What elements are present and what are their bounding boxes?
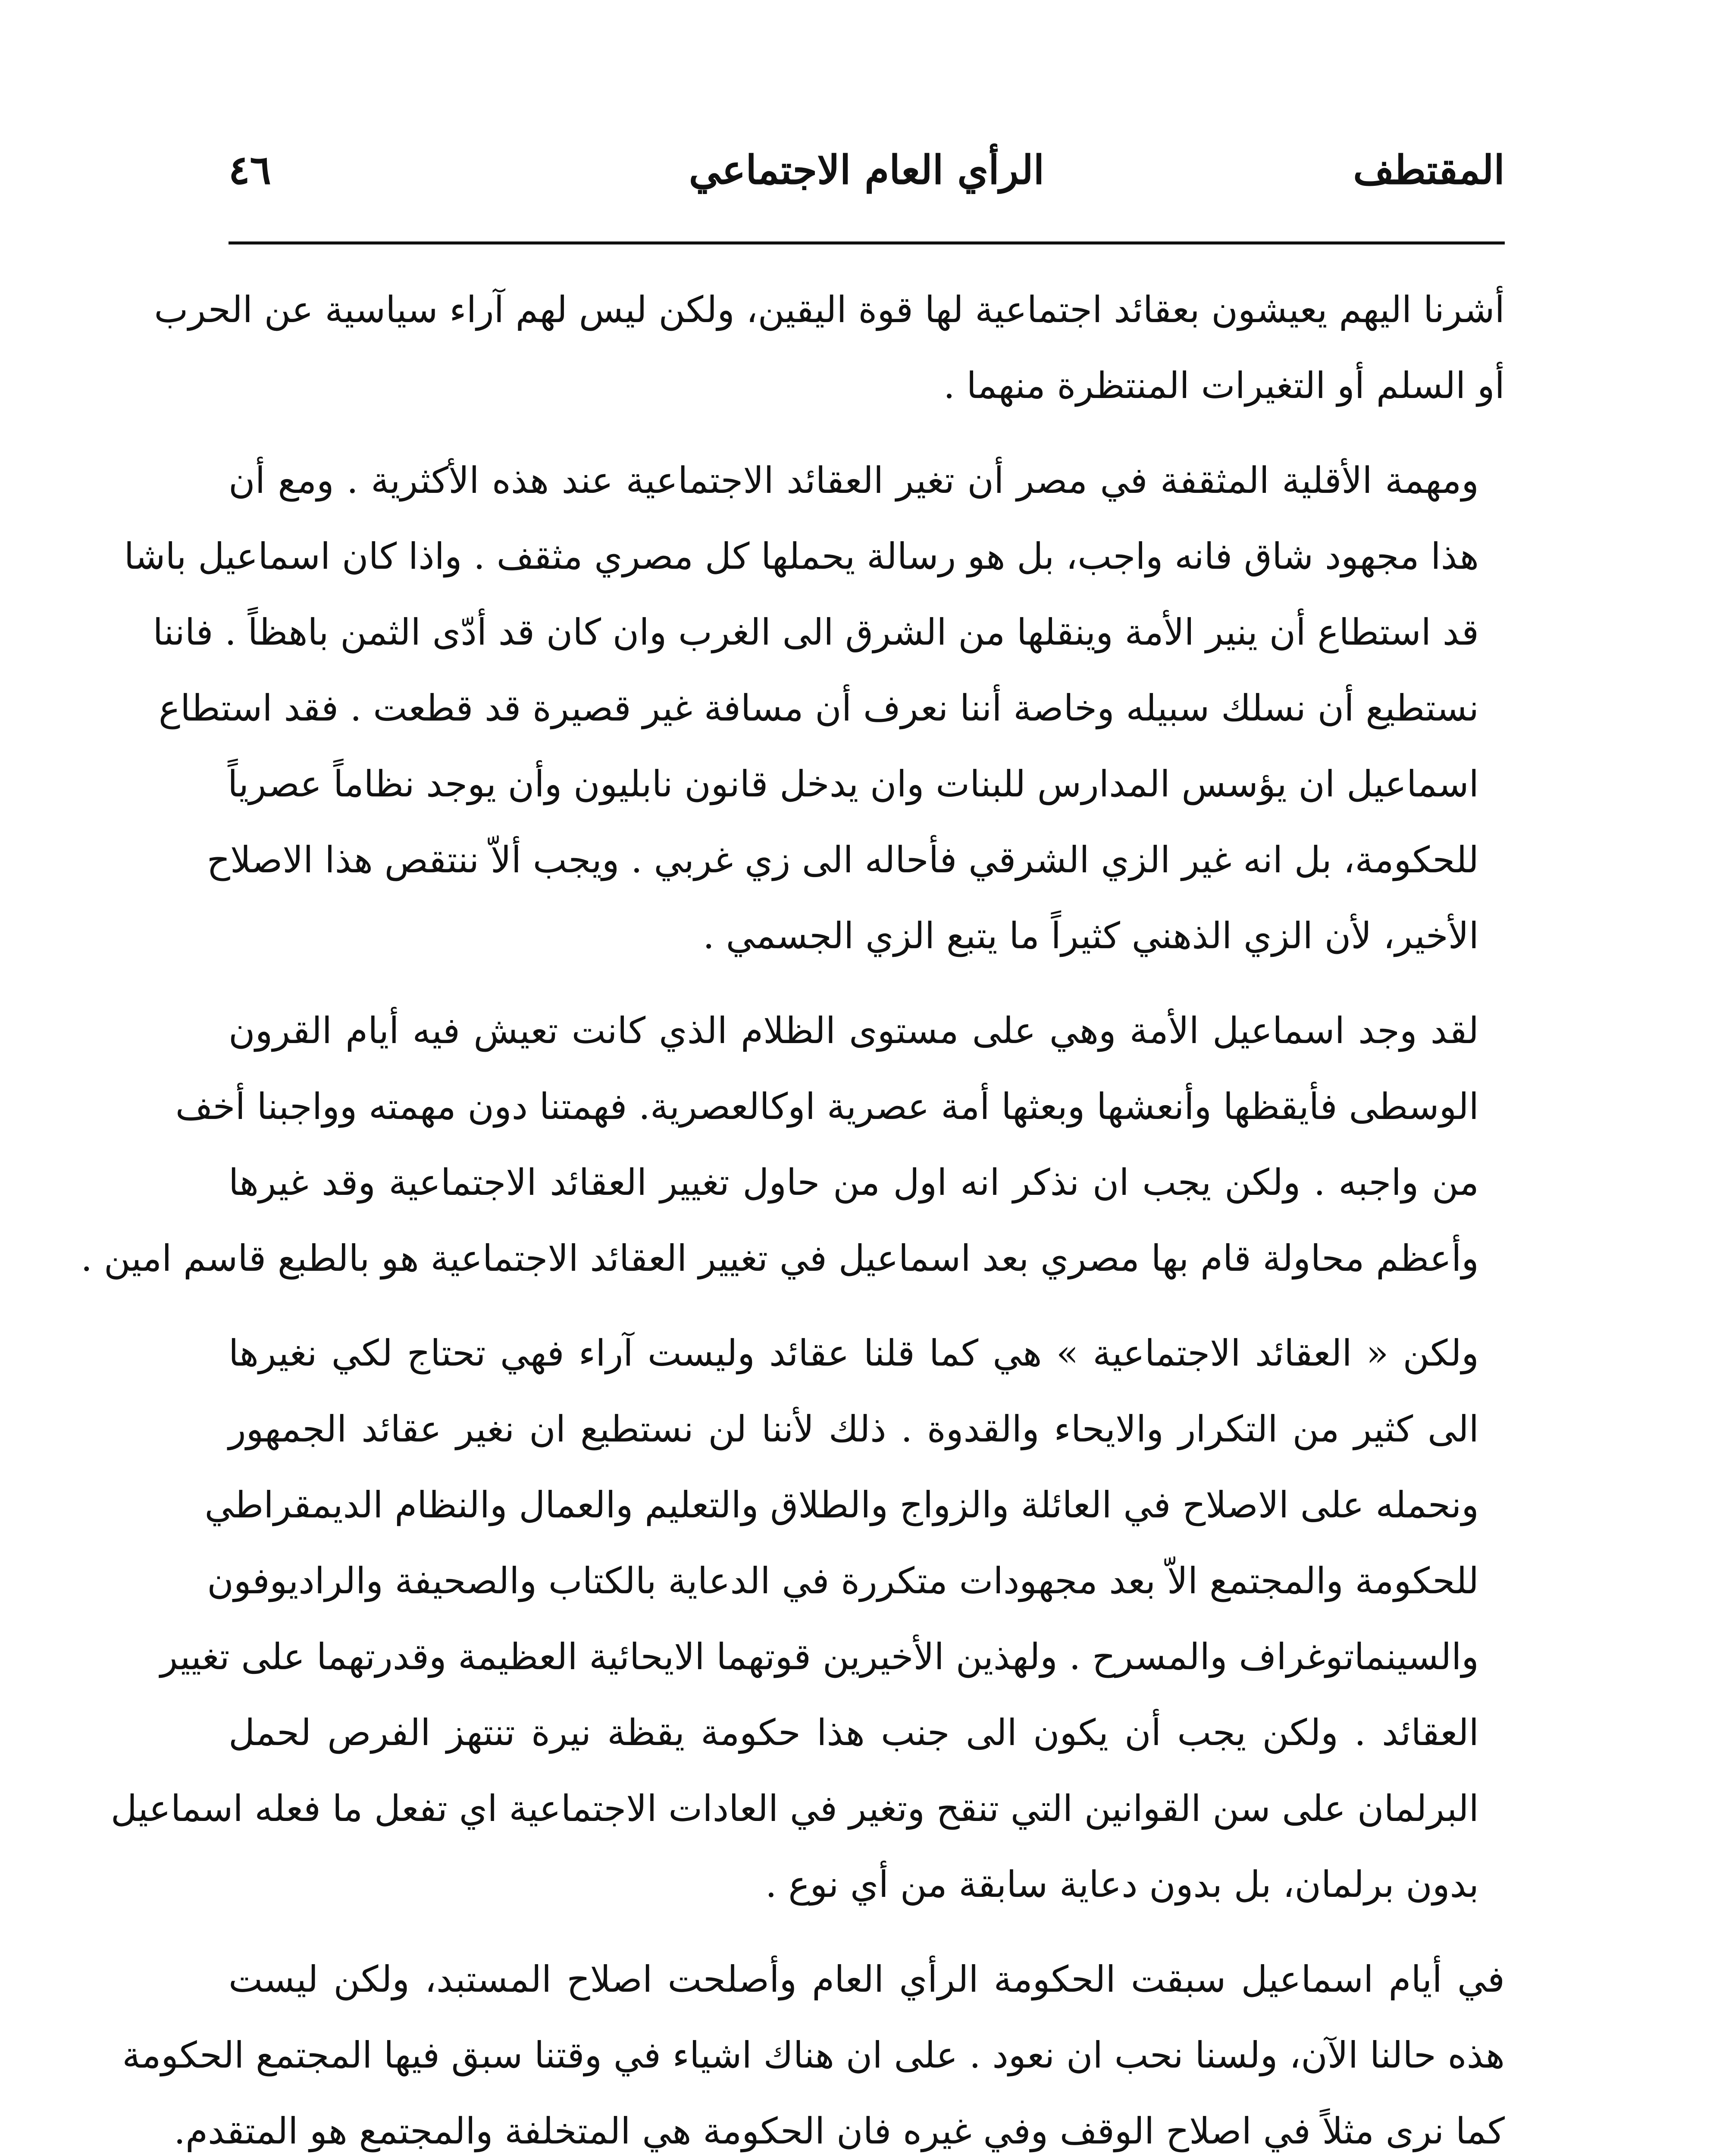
text-line: في أيام اسماعيل سبقت الحكومة الرأي العام وأصلحت اصلاح المستبد، ولكن ليست — [229, 1958, 1505, 2000]
text-line: أشرنا اليهم يعيشون بعقائد اجتماعية لها قوة اليقين، ولكن ليس لهم آراء سياسية عن الحرب — [154, 288, 1505, 331]
text-line: الأخير، لأن الزي الذهني كثيراً ما يتبع الزي الجسمي . — [703, 915, 1479, 957]
paragraph — [122, 1941, 1505, 2156]
header-rule — [229, 241, 1505, 244]
paragraph — [110, 1315, 1505, 1922]
text-line: ومهمة الأقلية المثقفة في مصر أن تغير العقائد الاجتماعية عند هذه الأكثرية . ومع أن — [229, 459, 1479, 501]
text-line: البرلمان على سن القوانين التي تنقح وتغير في العادات الاجتماعية اي تفعل ما فعله اسماعيل — [110, 1787, 1479, 1830]
text-line: أو السلم أو التغيرات المنتظرة منهما . — [943, 364, 1505, 407]
text-line: قد استطاع أن ينير الأمة وينقلها من الشرق الى الغرب وان كان قد أدّى الثمن باهظاً . فاننا — [153, 611, 1479, 653]
text-line: من واجبه . ولكن يجب ان نذكر انه اول من حاول تغيير العقائد الاجتماعية وقد غيرها — [229, 1161, 1479, 1203]
text-line: هذه حالنا الآن، ولسنا نحب ان نعود . على ان هناك اشياء في وقتنا سبق فيها المجتمع الحكومة — [122, 2034, 1505, 2076]
text-line: اسماعيل ان يؤسس المدارس للبنات وان يدخل قانون نابليون وأن يوجد نظاماً عصرياً — [228, 763, 1479, 805]
text-line: العقائد . ولكن يجب أن يكون الى جنب هذا حكومة يقظة نيرة تنتهز الفرص لحمل — [229, 1711, 1479, 1754]
page-number: ٤٦ — [229, 147, 271, 193]
text-line: لقد وجد اسماعيل الأمة وهي على مستوى الظلام الذي كانت تعيش فيه أيام القرون — [229, 1009, 1479, 1052]
text-line: الوسطى فأيقظها وأنعشها وبعثها أمة عصرية اوكالعصرية. فهمتنا دون مهمته وواجبنا أخف — [175, 1085, 1479, 1128]
text-line: والسينماتوغراف والمسرح . ولهذين الأخيرين قوتهما الايحائية العظيمة وقدرتهما على تغيير — [160, 1636, 1479, 1678]
text-line: نستطيع أن نسلك سبيله وخاصة أننا نعرف أن مسافة غير قصيرة قد قطعت . فقد استطاع — [159, 687, 1479, 729]
running-title: الرأي العام الاجتماعي — [689, 147, 1045, 193]
paragraph — [81, 993, 1505, 1296]
paragraph — [124, 442, 1505, 974]
journal-name: المقتطف — [1353, 147, 1505, 193]
text-line: كما نرى مثلاً في اصلاح الوقف وفي غيره فان الحكومة هي المتخلفة والمجتمع هو المتقدم. — [174, 2110, 1505, 2152]
text-line: للحكومة والمجتمع الاّ بعد مجهودات متكررة في الدعاية بالكتاب والصحيفة والراديوفون — [207, 1560, 1479, 1602]
text-line: للحكومة، بل انه غير الزي الشرقي فأحاله الى زي غربي . ويجب ألاّ ننتقص هذا الاصلاح — [207, 839, 1479, 881]
text-line: ونحمله على الاصلاح في العائلة والزواج والطلاق والتعليم والعمال والنظام الديمقراطي — [204, 1484, 1479, 1526]
body-text — [81, 272, 1505, 2156]
text-line: وأعظم محاولة قام بها مصري بعد اسماعيل في تغيير العقائد الاجتماعية هو بالطبع قاسم امين . — [81, 1237, 1479, 1279]
paragraph — [154, 272, 1505, 423]
text-line: ولكن « العقائد الاجتماعية » هي كما قلنا عقائد وليست آراء فهي تحتاج لكي نغيرها — [229, 1332, 1479, 1374]
text-line: الى كثير من التكرار والايحاء والقدوة . ذلك لأننا لن نستطيع ان نغير عقائد الجمهور — [229, 1408, 1479, 1450]
running-header — [229, 129, 1505, 216]
text-line: بدون برلمان، بل بدون دعاية سابقة من أي نوع . — [765, 1863, 1479, 1905]
text-line: هذا مجهود شاق فانه واجب، بل هو رسالة يحملها كل مصري مثقف . واذا كان اسماعيل باشا — [124, 535, 1479, 577]
